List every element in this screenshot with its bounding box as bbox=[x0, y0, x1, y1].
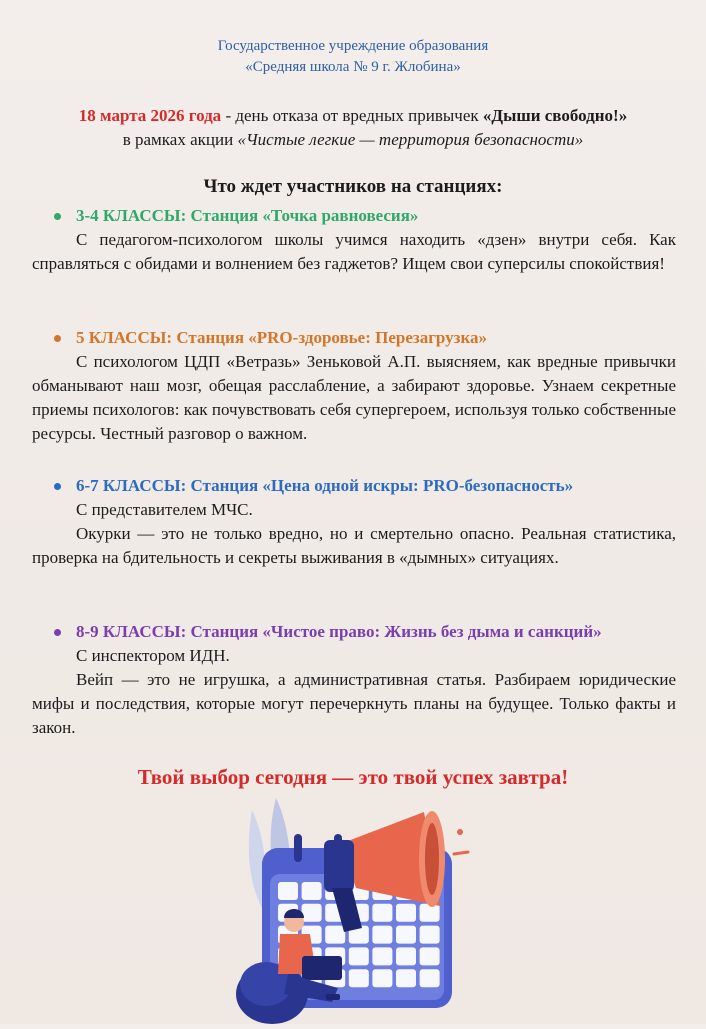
calendar-cell bbox=[396, 947, 416, 965]
calendar-megaphone-illustration bbox=[228, 798, 478, 1024]
calendar-cell bbox=[325, 926, 345, 944]
station-heading bbox=[32, 326, 676, 350]
intro-text bbox=[20, 104, 686, 152]
calendar-cell bbox=[420, 904, 440, 922]
calendar-cell bbox=[372, 926, 392, 944]
station-heading-text: 5 КЛАССЫ: Станция «PRO-здоровье: Перезагрузка» bbox=[76, 328, 488, 347]
station-8-9 bbox=[32, 620, 676, 740]
station-lead: С представителем МЧС. bbox=[76, 500, 253, 519]
calendar-cell bbox=[396, 926, 416, 944]
calendar-cell bbox=[349, 947, 369, 965]
calendar-cell bbox=[349, 969, 369, 987]
station-heading bbox=[32, 620, 676, 644]
station-3-4 bbox=[32, 204, 676, 276]
calendar-cell bbox=[278, 882, 298, 900]
illustration bbox=[228, 798, 478, 1024]
school-header-line1: Государственное учреждение образования bbox=[217, 38, 489, 54]
station-heading-text: 3-4 КЛАССЫ: Станция «Точка равновесия» bbox=[76, 206, 419, 225]
campaign-name: «Чистые легкие — территория безопасности» bbox=[237, 130, 584, 149]
stations-title: Что ждет участников на станциях: bbox=[203, 176, 503, 197]
event-name: «Дыши свободно!» bbox=[482, 106, 628, 125]
calendar-cell bbox=[420, 926, 440, 944]
station-heading-text: 8-9 КЛАССЫ: Станция «Чистое право: Жизнь без дыма и санкций» bbox=[76, 622, 602, 641]
calendar-cell bbox=[396, 969, 416, 987]
event-date: 18 марта 2026 года bbox=[78, 106, 222, 125]
station-heading-text: 6-7 КЛАССЫ: Станция «Цена одной искры: PRO-безопасность» bbox=[76, 476, 574, 495]
school-header-line2: «Средняя школа № 9 г. Жлобина» bbox=[245, 59, 461, 75]
calendar-cell bbox=[420, 969, 440, 987]
station-5 bbox=[32, 326, 676, 446]
station-6-7 bbox=[32, 474, 676, 570]
station-description: С психологом ЦДП «Ветразь» Зеньковой А.П. выясняем, как вредные привычки обманывают наш мозг, обещая расслабление, а забирают здоровье. Узнаем секретные приемы психологов: как почувствовать себя супергероем, используя только собственные ресурсы. Честный разговор о важном. bbox=[32, 352, 676, 443]
calendar-cell bbox=[396, 904, 416, 922]
calendar-cell bbox=[302, 904, 322, 922]
intro-text-part1: - день отказа от вредных привычек bbox=[221, 106, 483, 125]
calendar-cell bbox=[372, 947, 392, 965]
bullet-icon bbox=[54, 629, 61, 636]
calendar-cell bbox=[302, 882, 322, 900]
station-heading bbox=[32, 474, 676, 498]
station-lead: С инспектором ИДН. bbox=[76, 646, 230, 665]
calendar-cell bbox=[372, 904, 392, 922]
station-description: С педагогом-психологом школы учимся находить «дзен» внутри себя. Как справляться с обидами и волнением без гаджетов? Ищем свои суперсилы спокойствия! bbox=[32, 230, 676, 273]
calendar-cell bbox=[420, 947, 440, 965]
station-description: Окурки — это не только вредно, но и смертельно опасно. Реальная статистика, проверка на бдительность и секреты выживания в «дымных» ситуациях. bbox=[32, 524, 676, 567]
bullet-icon bbox=[54, 335, 61, 342]
station-description: Вейп — это не игрушка, а административная статья. Разбираем юридические мифы и последствия, которые могут перечеркнуть планы на будущее. Только факты и закон. bbox=[32, 670, 676, 737]
station-heading bbox=[32, 204, 676, 228]
school-header bbox=[0, 36, 706, 78]
slogan: Твой выбор сегодня — это твой успех завтра! bbox=[137, 765, 569, 789]
bullet-icon bbox=[54, 483, 61, 490]
calendar-cell bbox=[372, 969, 392, 987]
intro-text-part2: в рамках акции bbox=[122, 130, 238, 149]
bullet-icon bbox=[54, 213, 61, 220]
